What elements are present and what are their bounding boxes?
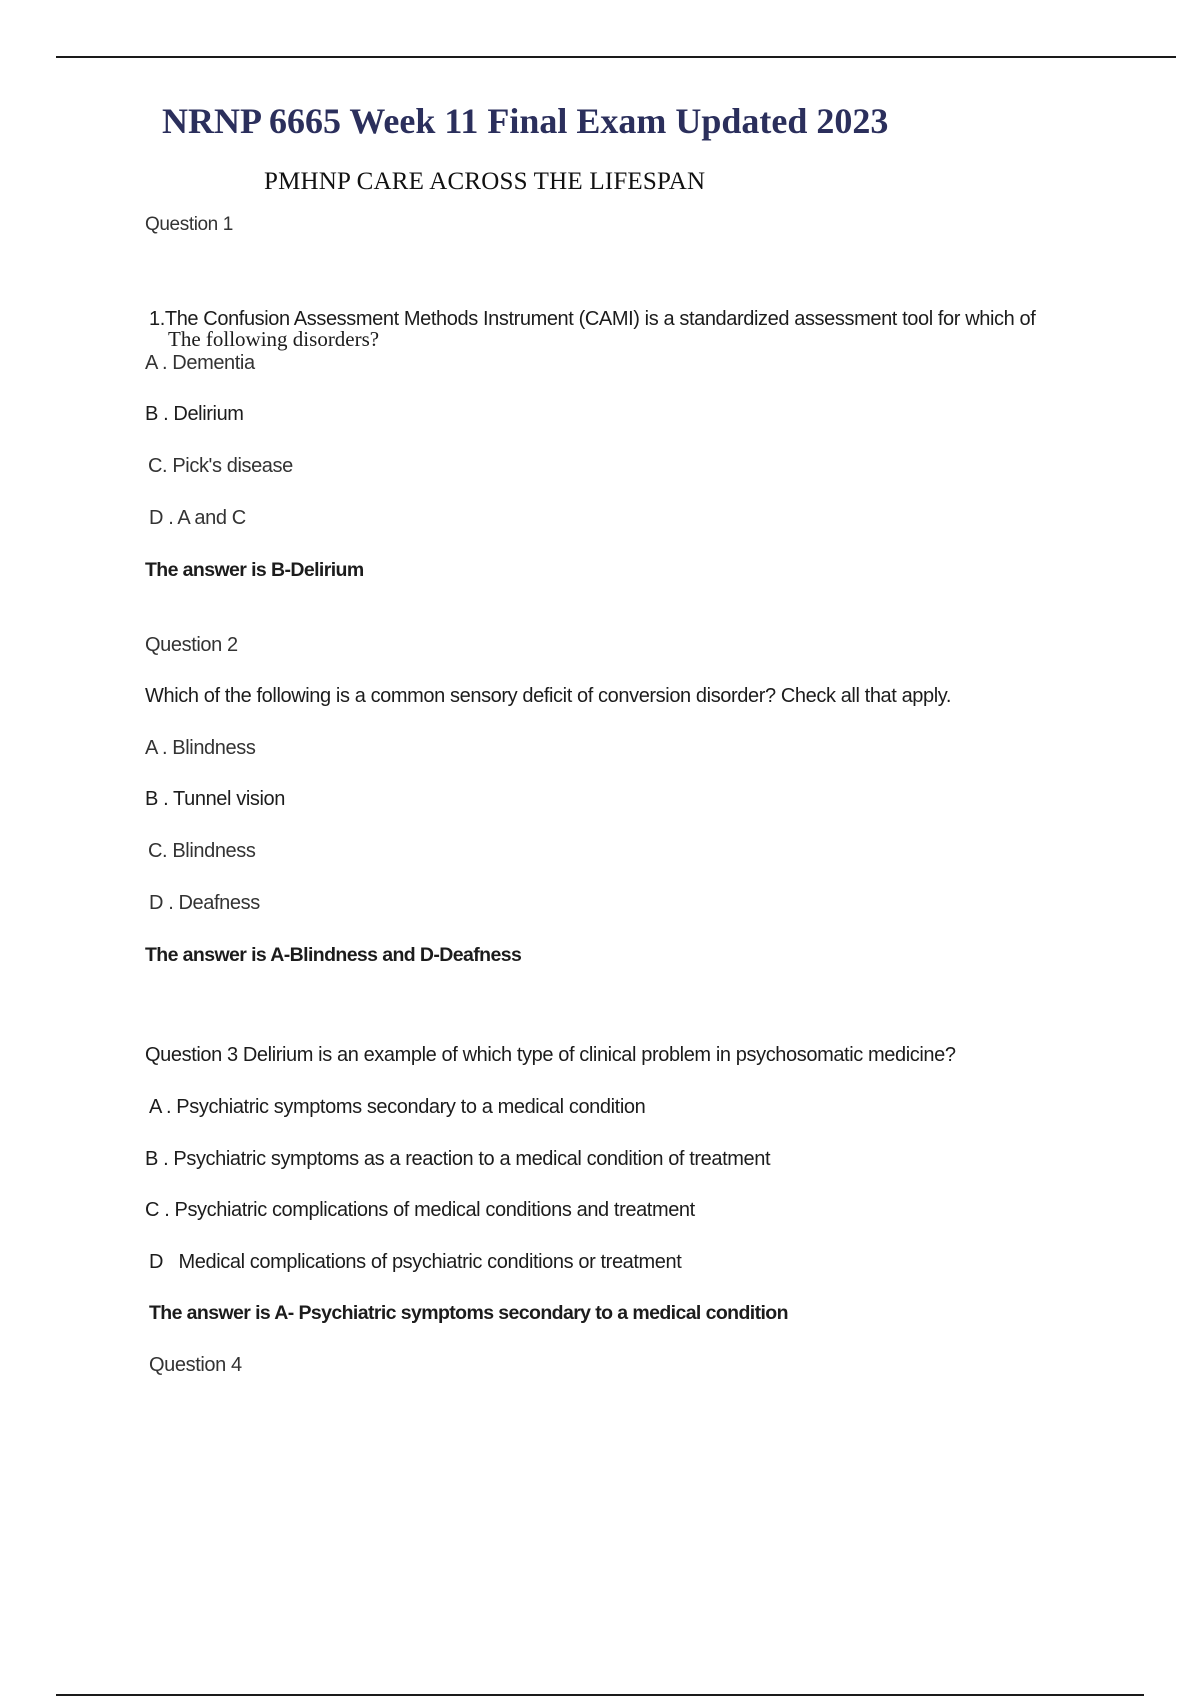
bottom-rule: [56, 1694, 1144, 1696]
question-3-option-c: C . Psychiatric complications of medical conditions and treatment: [145, 1199, 695, 1221]
question-1-answer: The answer is B-Delirium: [145, 559, 364, 581]
document-title: NRNP 6665 Week 11 Final Exam Updated 2023: [162, 101, 889, 141]
question-1-stem-continuation: The following disorders?: [168, 327, 380, 351]
question-2-heading: Question 2: [145, 634, 238, 656]
question-1-option-c: C. Pick's disease: [148, 455, 293, 477]
question-3-option-a: A . Psychiatric symptoms secondary to a medical condition: [149, 1096, 646, 1118]
question-3-answer: The answer is A- Psychiatric symptoms secondary to a medical condition: [149, 1302, 788, 1324]
question-2-option-b: B . Tunnel vision: [145, 788, 285, 810]
question-3-heading: Question 3 Delirium is an example of which type of clinical problem in psychosomatic medicine?: [145, 1044, 956, 1066]
question-2-answer: The answer is A-Blindness and D-Deafness: [145, 944, 522, 966]
question-1-option-b: B . Delirium: [145, 403, 244, 425]
question-2-stem: Which of the following is a common sensory deficit of conversion disorder? Check all that apply.: [145, 685, 952, 707]
question-1-heading: Question 1: [145, 214, 233, 235]
question-2-option-c: C. Blindness: [148, 840, 256, 862]
question-4-heading: Question 4: [149, 1354, 242, 1376]
question-1-stem: 1.The Confusion Assessment Methods Instrument (CAMI) is a standardized assessment tool for which of: [149, 308, 1036, 330]
question-3-option-b: B . Psychiatric symptoms as a reaction to a medical condition of treatment: [145, 1148, 771, 1170]
question-1-option-d: D . A and C: [149, 507, 246, 529]
question-2-option-a: A . Blindness: [145, 737, 256, 759]
question-3-option-d: D Medical complications of psychiatric conditions or treatment: [149, 1251, 682, 1273]
document-subtitle: PMHNP CARE ACROSS THE LIFESPAN: [264, 168, 706, 195]
question-1-option-a: A . Dementia: [145, 352, 255, 374]
top-rule: [56, 56, 1176, 58]
question-2-option-d: D . Deafness: [149, 892, 260, 914]
